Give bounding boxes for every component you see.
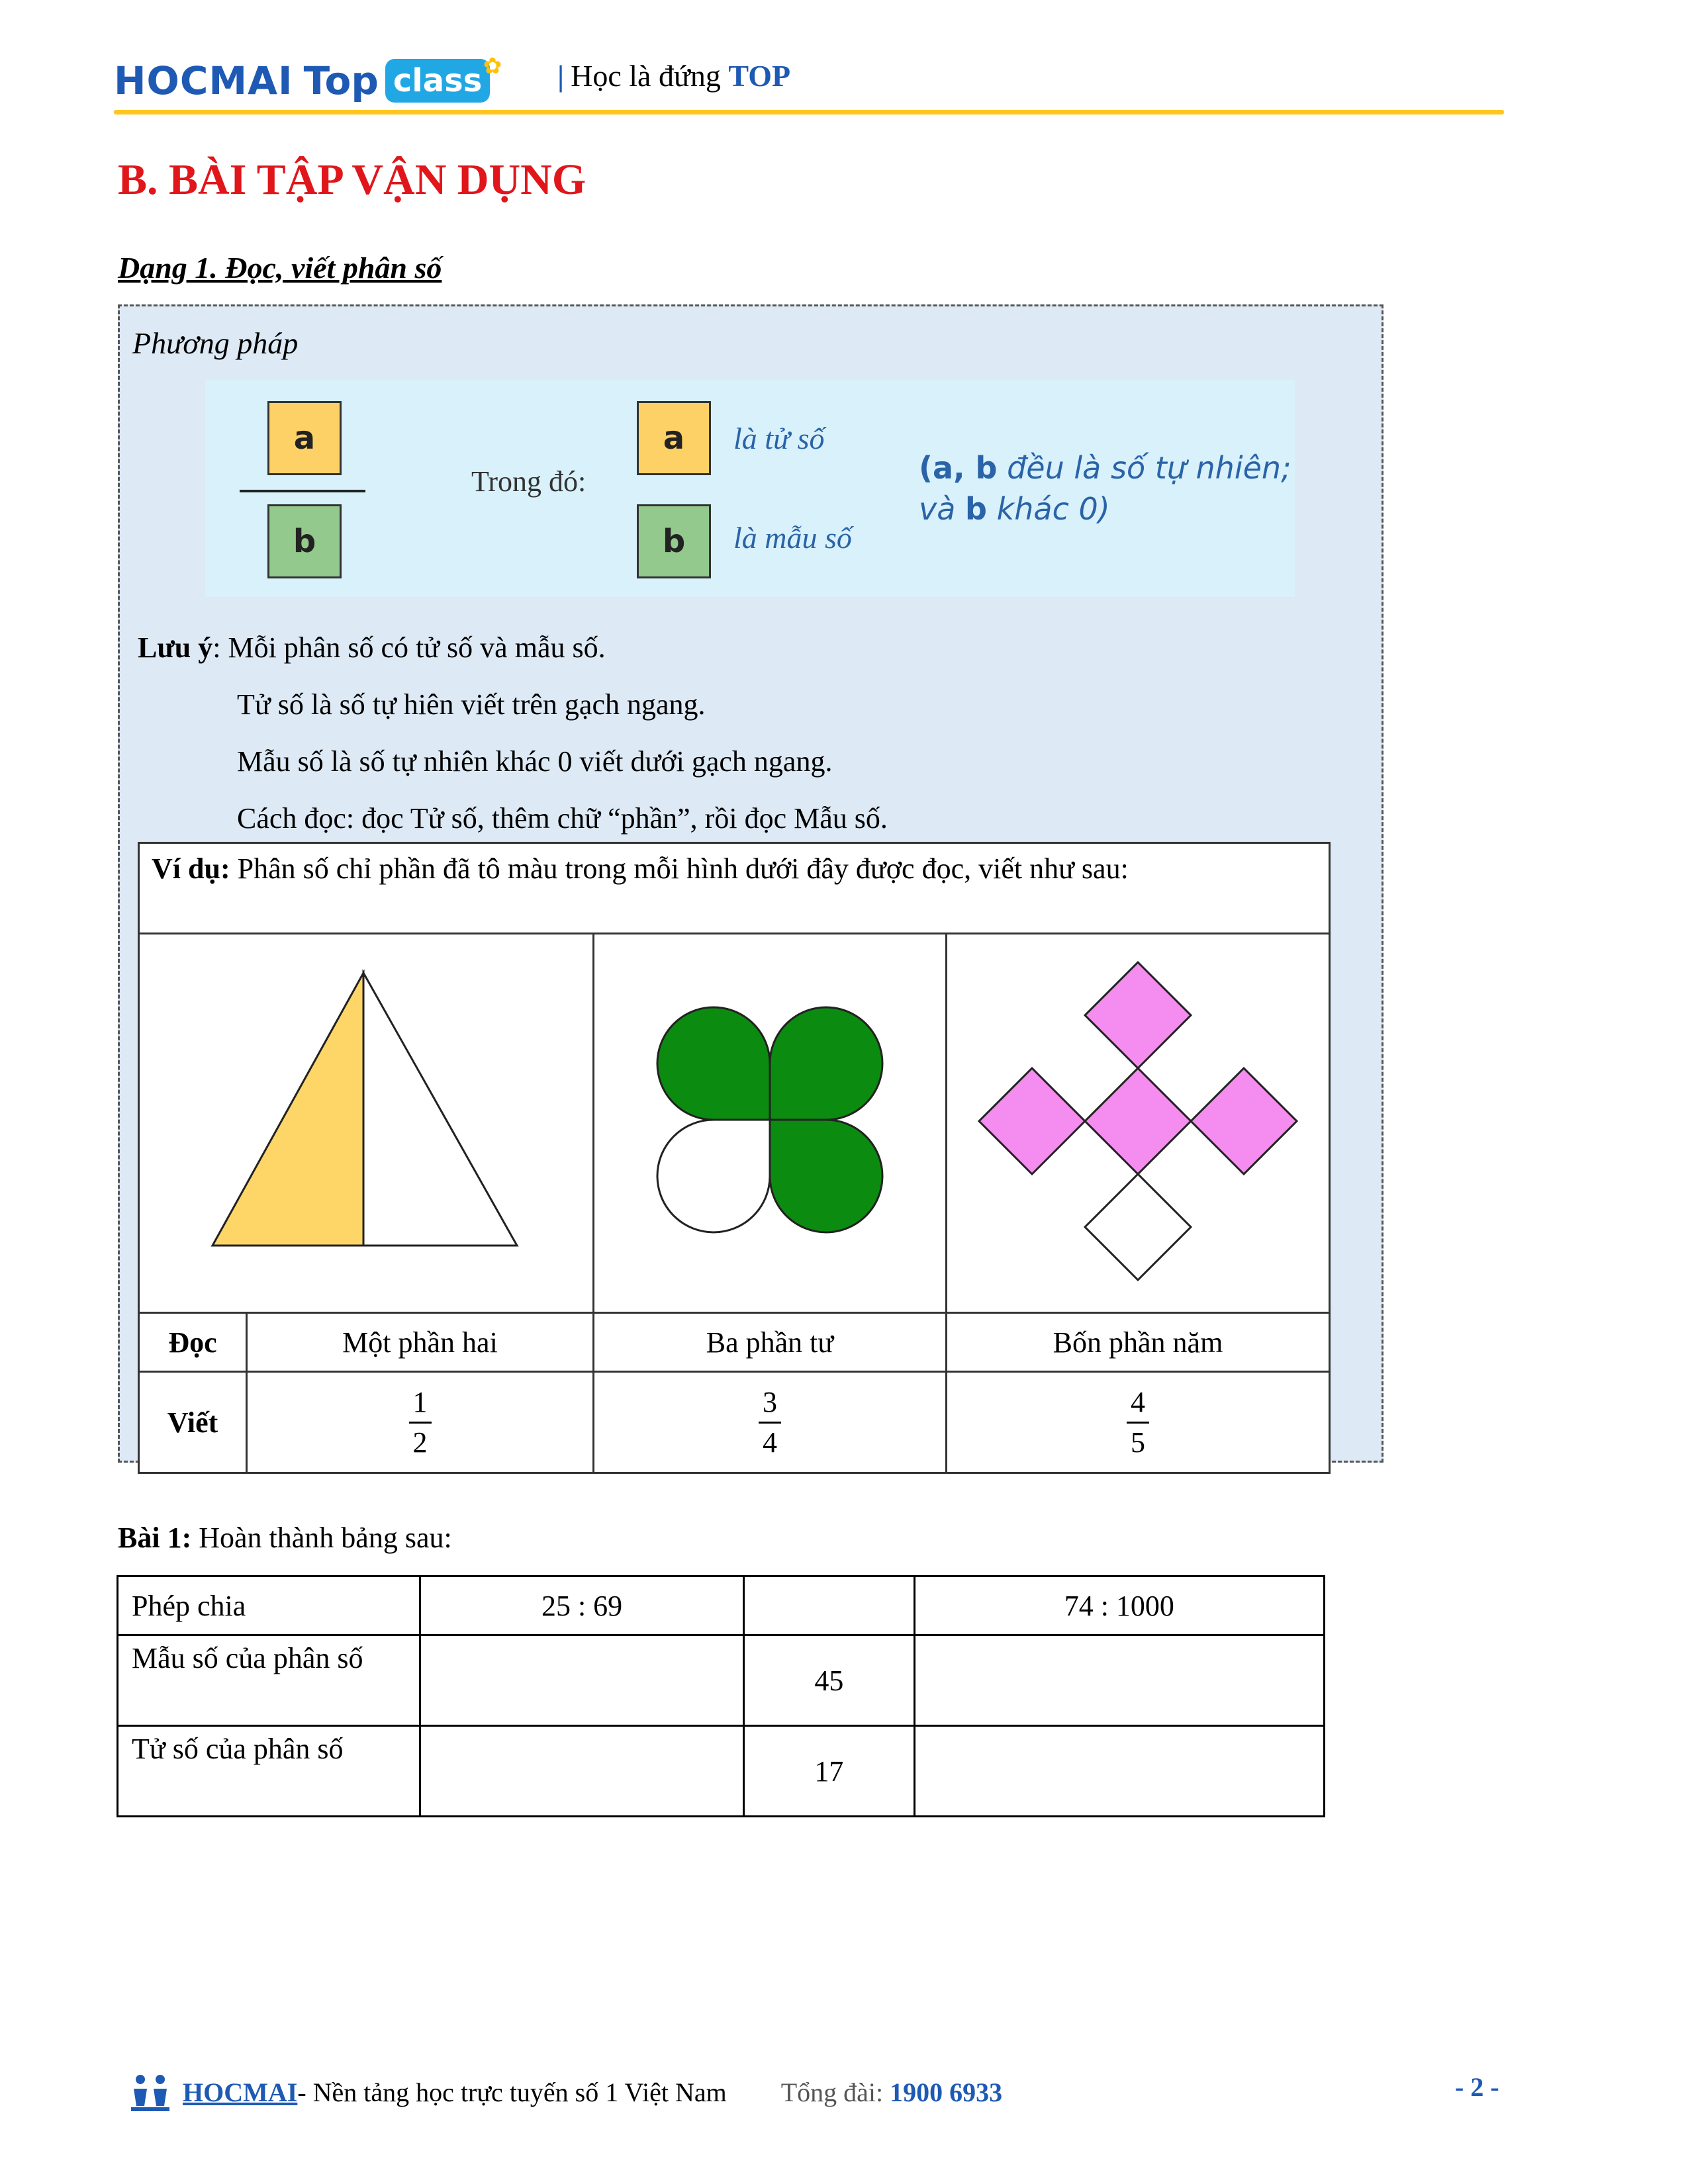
triangle-shaded-half — [212, 973, 363, 1246]
bai1-row1-label: Phép chia — [118, 1576, 420, 1635]
hocmai-topclass-logo — [114, 53, 502, 107]
viet-cell-2 — [594, 1372, 947, 1473]
bai1-table — [117, 1575, 1325, 1817]
bai1-prompt: Bài 1: Hoàn thành bảng sau: — [118, 1522, 452, 1554]
diamond-top — [1085, 962, 1191, 1068]
bai1-row1-cell1[interactable]: 25 : 69 — [420, 1576, 744, 1635]
fraction-4-5: $\frac{4}{5}$ — [1127, 1383, 1149, 1462]
denominator-box-legend: b — [637, 504, 711, 578]
mau-so-desc: là mẫu số — [733, 521, 852, 555]
viet-cell-3 — [947, 1372, 1330, 1473]
tu-so-desc: là tử số — [733, 422, 825, 455]
numerator-box-legend: a — [637, 401, 711, 475]
section-title: B. BÀI TẬP VẬN DỤNG — [118, 156, 586, 204]
example-label: Ví dụ: — [152, 852, 230, 885]
luu-y-line-3: Mẫu số là số tự nhiên khác 0 viết dưới gạch ngang. — [237, 745, 833, 778]
star-icon: ✿ — [483, 53, 502, 79]
bai1-row2-cell1[interactable] — [420, 1635, 744, 1726]
bai1-row1-cell2[interactable] — [744, 1576, 915, 1635]
luu-y-line-2: Tử số là số tự hiên viết trên gạch ngang. — [237, 688, 706, 721]
denominator-box: b — [267, 504, 342, 578]
tagline-top: TOP — [728, 59, 791, 93]
logo-hocmai-text: HOCMAI — [114, 58, 293, 103]
clover-figure — [624, 974, 915, 1265]
clover-leaf-top-left — [657, 1007, 770, 1120]
bai1-row3-cell1[interactable] — [420, 1726, 744, 1817]
table-row — [118, 1576, 1325, 1635]
footer-brand-link[interactable]: HOCMAI — [183, 2077, 298, 2107]
fraction-note — [919, 447, 1291, 529]
fraction-3-4: $\frac{3}{4}$ — [759, 1383, 781, 1462]
example-text: Phân số chỉ phần đã tô màu trong mỗi hình dưới đây được đọc, viết như sau: — [230, 852, 1129, 885]
bai1-row2-cell2[interactable]: 45 — [744, 1635, 915, 1726]
bai1-row3-cell2[interactable]: 17 — [744, 1726, 915, 1817]
triangle-figure-cell — [139, 934, 594, 1313]
viet-label-cell: Viết — [139, 1372, 247, 1473]
half-triangle-figure — [194, 968, 538, 1272]
triangle-white-half — [363, 973, 517, 1246]
clover-leaf-bottom-left — [657, 1120, 770, 1232]
doc-cell-1: Một phần hai — [247, 1313, 594, 1372]
logo-top-text: Top — [303, 58, 379, 103]
hocmai-footer-logo-icon — [130, 2071, 171, 2113]
bai1-row3-label: Tử số của phân số — [118, 1726, 420, 1817]
luu-y-notes — [138, 619, 888, 847]
tagline-text: Học là đứng — [571, 59, 721, 93]
doc-label-cell: Đọc — [139, 1313, 247, 1372]
doc-cell-3: Bốn phần năm — [947, 1313, 1330, 1372]
footer-text: - Nền tảng học trực tuyến số 1 Việt Nam — [297, 2077, 727, 2107]
diamond-bottom — [1085, 1174, 1191, 1280]
numerator-box: a — [267, 401, 342, 475]
bai1-row3-cell3[interactable] — [914, 1726, 1324, 1817]
luu-y-line-4: Cách đọc: đọc Tử số, thêm chữ “phần”, rồi đọc Mẫu số. — [237, 802, 888, 835]
diamonds-figure-cell — [947, 934, 1330, 1313]
logo-class-badge — [385, 53, 502, 103]
footer-hotline: 1900 6933 — [890, 2077, 1003, 2107]
diamond-right — [1191, 1068, 1297, 1174]
logo-class-text: class — [393, 62, 483, 99]
note-line-2: và b khác 0) — [919, 491, 1110, 527]
diamond-center — [1085, 1068, 1191, 1174]
fraction-1-2: $\frac{1}{2}$ — [409, 1383, 432, 1462]
diamonds-figure — [972, 954, 1303, 1285]
dang-title: Dạng 1. Đọc, viết phân số — [118, 251, 442, 285]
luu-y-line-1: Lưu ý: Mỗi phân số có tử số và mẫu số. — [138, 631, 606, 664]
bai1-row2-cell3[interactable] — [914, 1635, 1324, 1726]
header-tagline — [557, 58, 790, 93]
method-label: Phương pháp — [132, 326, 299, 360]
table-row — [118, 1635, 1325, 1726]
bai1-row1-cell3[interactable]: 74 : 1000 — [914, 1576, 1324, 1635]
bai1-row2-label: Mẫu số của phân số — [118, 1635, 420, 1726]
footer-hotline-label: Tổng đài: — [780, 2077, 884, 2107]
page-number: - 2 - — [1455, 2072, 1499, 2102]
note-line-1: (a, b đều là số tự nhiên; — [919, 450, 1291, 486]
table-row — [118, 1726, 1325, 1817]
clover-leaf-top-right — [770, 1007, 882, 1120]
viet-cell-1 — [247, 1372, 594, 1473]
doc-cell-2: Ba phần tư — [594, 1313, 947, 1372]
tagline-bar: | — [557, 59, 565, 93]
page-footer — [130, 2071, 1002, 2113]
example-table — [138, 842, 1331, 1474]
header-divider — [114, 110, 1504, 114]
clover-leaf-bottom-right — [770, 1120, 882, 1232]
trong-do-label: Trong đó: — [471, 465, 586, 498]
diamond-left — [979, 1068, 1085, 1174]
clover-figure-cell — [594, 934, 947, 1313]
fraction-line — [240, 490, 365, 492]
example-header-cell — [139, 843, 1330, 934]
